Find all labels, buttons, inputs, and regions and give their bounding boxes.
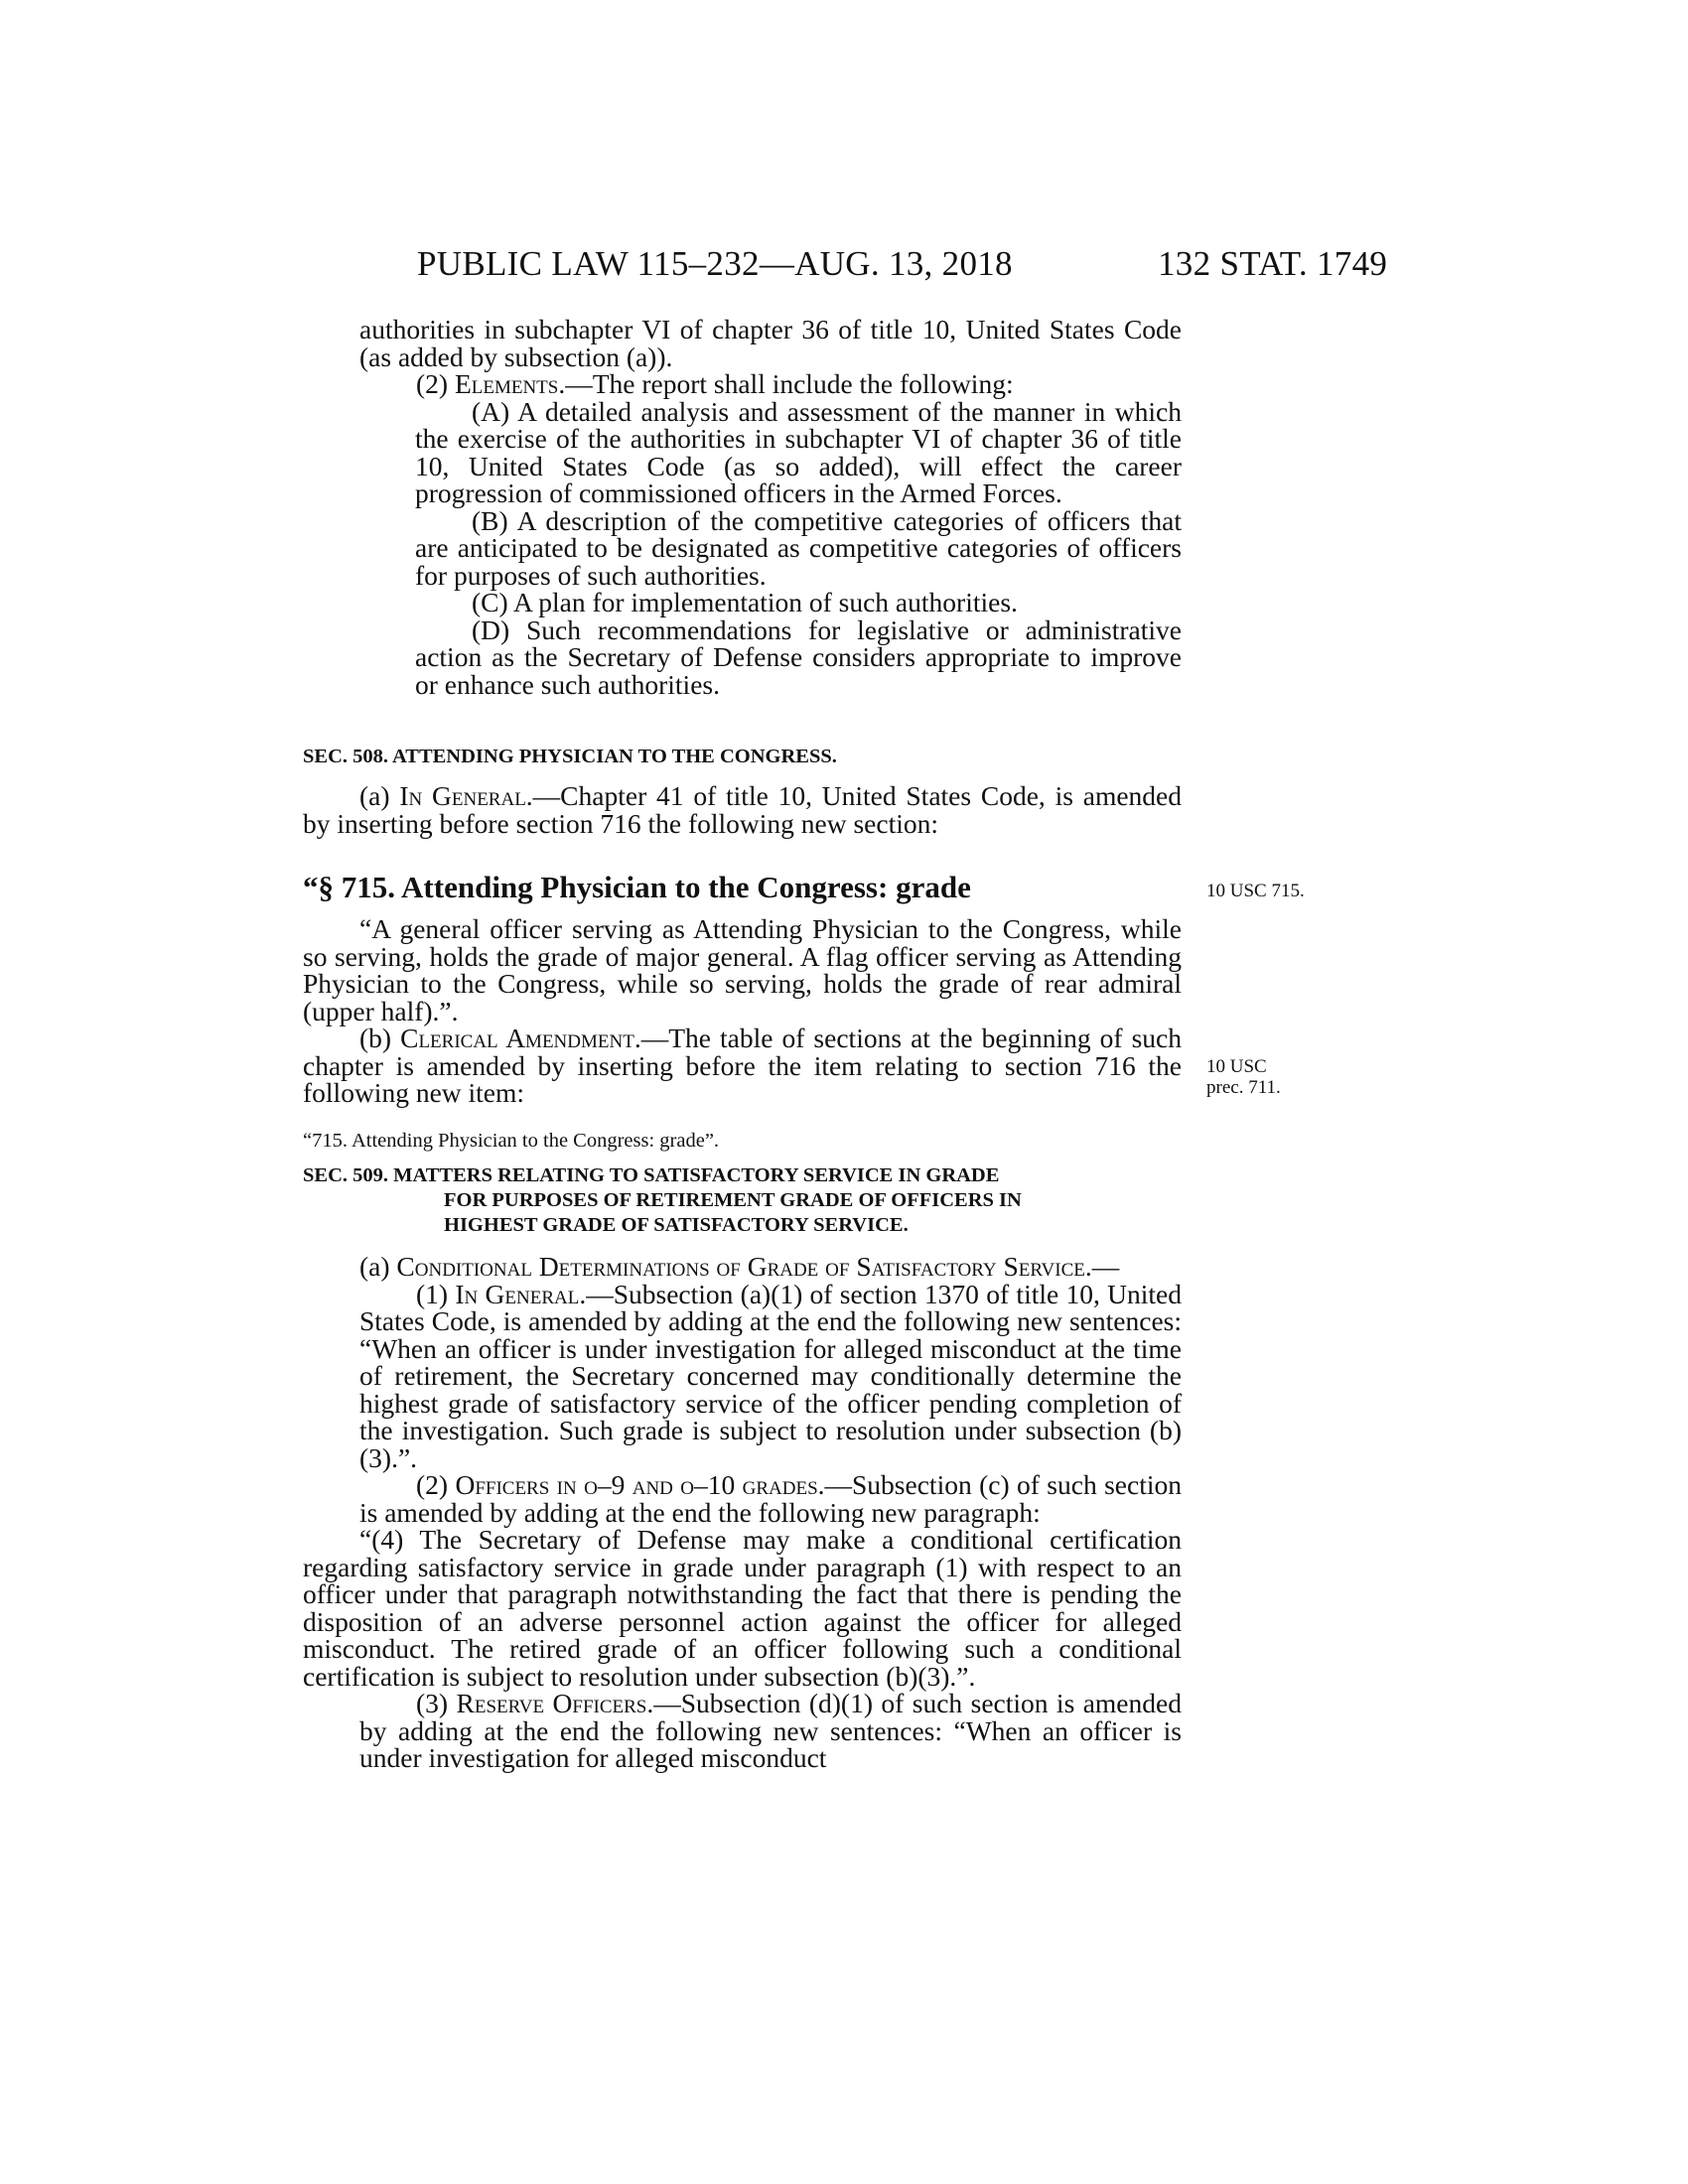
section-509-heading-block (303, 1163, 1182, 1238)
paragraph-continuation: authorities in subchapter VI of chapter 36 of title 10, United States Code (as added by subsection (a)). (359, 314, 1182, 372)
margin-note-10-usc-715: 10 USC 715. (1206, 881, 1305, 901)
section-508-heading: SEC. 508. ATTENDING PHYSICIAN TO THE CONGRESS. (303, 746, 837, 767)
paragraph-elements: (2) Elements.—The report shall include the following: (416, 368, 1014, 399)
section-509-a2-text: (2) Officers in o–9 and o–10 grades.—Subsection (c) of such section is amended by adding at the end the following new paragraph: (359, 1469, 1182, 1528)
new-table-item: “715. Attending Physician to the Congress: grade”. (303, 1130, 720, 1152)
section-509-body (303, 1253, 1182, 1772)
subparagraph-d: (D) Such recommendations for legislative or administrative action as the Secretary of Defense considers appropriate to improve or enhance such authorities. (415, 614, 1182, 700)
section-509-a3-text: (3) Reserve Officers.—Subsection (d)(1) of such section is amended by adding at the end the following new sentences: “When an officer is under investigation for alleged misconduct (359, 1688, 1182, 1773)
section-508-a-text: (a) In General.—Chapter 41 of title 10, United States Code, is amended by inserting before section 716 the following new section: (303, 780, 1182, 839)
subparagraph-a: (A) A detailed analysis and assessment of the manner in which the exercise of the authorities in subchapter VI of chapter 36 of title 10, United States Code (as so added), will effect the career progression of commissioned officers in the Armed Forces. (415, 395, 1182, 508)
subparagraph-c: (C) A plan for implementation of such authorities. (472, 587, 1018, 617)
section-715-heading-block (303, 872, 1182, 903)
section-509-heading: SEC. 509. MATTERS RELATING TO SATISFACTORY SERVICE IN GRADE FOR PURPOSES OF RETIREMENT GRADE OF OFFICERS IN HIGHEST GRADE OF SATISFACTORY SERVICE. (303, 1164, 1022, 1236)
report-provisions (303, 316, 1182, 698)
section-715-text: “A general officer serving as Attending Physician to the Congress, while so serving, holds the grade of major general. A flag officer serving as Attending Physician to the Congress, while so serving, holds the grade of rear admiral (upper half).”. (303, 913, 1182, 1026)
section-508-a (303, 782, 1182, 837)
section-508-b-text: (b) Clerical Amendment.—The table of sections at the beginning of such chapter is amended by inserting before the item relating to section 716 the following new item: (303, 1023, 1182, 1108)
margin-note-10-usc-prec-711: 10 USC prec. 711. (1206, 1056, 1281, 1098)
section-508-heading-block (303, 745, 1182, 769)
section-715-body (303, 915, 1182, 1107)
table-of-sections-item (303, 1128, 1182, 1154)
section-509-a1-text: (1) In General.—Subsection (a)(1) of section 1370 of title 10, United States Code, is amended by adding at the end the following new sentences: “When an officer is under investigation for alleged misconduct at the time of retirement, the Secretary concerned may conditionally determine the highest grade of satisfactory service of the officer pending completion of the investigation. Such grade is subject to resolution under subsection (b)(3).”. (359, 1278, 1182, 1473)
section-509-quoted-paragraph-4: “(4) The Secretary of Defense may make a conditional certification regarding satisfactory service in grade under paragraph (1) with respect to an officer under that paragraph notwithstanding the fact that there is pending the disposition of an adverse personnel action against the officer for alleged misconduct. The retired grade of an officer following such a conditional certification is subject to resolution under subsection (b)(3).”. (303, 1524, 1182, 1692)
section-509-a-text: (a) Conditional Determinations of Grade of Satisfactory Service.— (359, 1251, 1120, 1282)
section-715-heading: “§ 715. Attending Physician to the Congress: grade (303, 870, 971, 904)
subparagraph-b: (B) A description of the competitive categories of officers that are anticipated to be designated as competitive categories of officers for purposes of such authorities. (415, 504, 1182, 591)
running-header-title: PUBLIC LAW 115–232—AUG. 13, 2018 (417, 244, 1013, 283)
running-header-page: 132 STAT. 1749 (1158, 244, 1388, 283)
